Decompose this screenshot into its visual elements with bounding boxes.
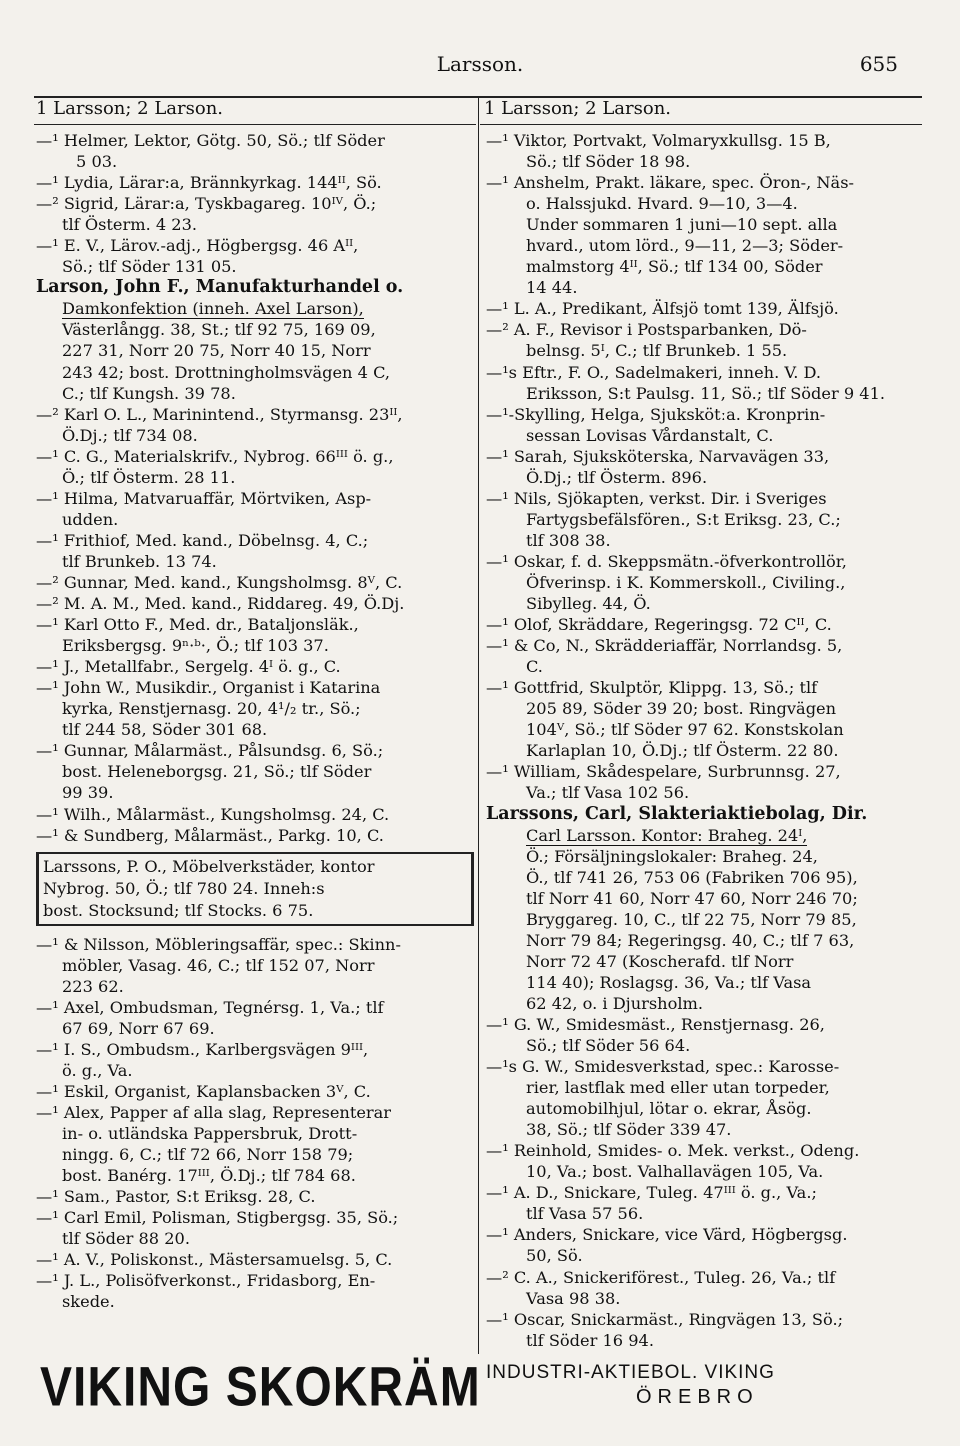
entry-line: —² M. A. M., Med. kand., Riddareg. 49, Ö.Dj. <box>36 594 405 614</box>
boxed-line: Larssons, P. O., Möbelverkstäder, kontor <box>43 856 375 876</box>
entry-line: —¹ E. V., Lärov.-adj., Högbergsg. 46 Aᴵᴵ, <box>36 236 359 256</box>
entry-line <box>486 825 926 846</box>
entry-line: Under sommaren 1 juni—10 sept. alla <box>526 215 838 235</box>
entry-line: —¹ Frithiof, Med. kand., Döbelnsg. 4, C.; <box>36 530 369 550</box>
entry-line: 5 03. <box>76 152 118 172</box>
industri-aktiebolag-advert <box>486 1362 775 1409</box>
entry-line: —¹ Carl Emil, Polisman, Stigbergsg. 35, Sö.; <box>36 1208 399 1228</box>
entry-line: sessan Lovisas Vårdanstalt, C. <box>526 425 774 445</box>
entry-line: tlf 244 58, Söder 301 68. <box>62 720 268 740</box>
entry-line: belnsg. 5ᴵ, C.; tlf Brunkeb. 1 55. <box>526 341 788 361</box>
entry-line: —¹ A. V., Poliskonst., Mästersamuelsg. 5, C. <box>36 1250 393 1270</box>
entry-line: —¹ C. G., Materialskrifv., Nybrog. 66ᴵᴵᴵ ö. g., <box>36 446 394 466</box>
column-divider <box>478 96 479 1354</box>
entry-line: —¹ Oskar, f. d. Skeppsmätn.-öfverkontrollör, <box>486 551 847 571</box>
entry-line: —¹s Eftr., F. O., Sadelmakeri, inneh. V. D. <box>486 362 822 382</box>
boxed-line: bost. Stocksund; tlf Stocks. 6 75. <box>43 900 314 920</box>
entry-line: udden. <box>62 509 119 529</box>
entry-line: Sibylleg. 44, Ö. <box>526 594 651 614</box>
entry-line: —¹ Hilma, Matvaruaffär, Mörtviken, Asp- <box>36 488 372 508</box>
entry-line: Västerlångg. 38, St.; tlf 92 75, 169 09, <box>62 320 376 340</box>
entry-heading: Larson, John F., Manufakturhandel o. <box>36 277 404 298</box>
entry-line: —² Sigrid, Lärar:a, Tyskbagareg. 10ᴵⱽ, Ö.; <box>36 194 377 214</box>
entry-line: malmstorg 4ᴵᴵ, Sö.; tlf 134 00, Söder <box>526 257 823 277</box>
entry-heading: Larssons, Carl, Slakteriaktiebolag, Dir. <box>486 803 868 824</box>
entry-line: —¹ Gottfrid, Skulptör, Klippg. 13, Sö.; tlf <box>486 678 818 698</box>
entry-line: Karlaplan 10, Ö.Dj.; tlf Österm. 22 80. <box>526 741 839 761</box>
entry-line: Bryggareg. 10, C., tlf 22 75, Norr 79 85, <box>526 909 857 929</box>
entry-line: möbler, Vasag. 46, C.; tlf 152 07, Norr <box>62 955 375 975</box>
entry-line: —¹ Axel, Ombudsman, Tegnérsg. 1, Va.; tlf <box>36 997 384 1017</box>
entry-line: Öfverinsp. i K. Kommerskoll., Civiling., <box>526 572 846 592</box>
entry-line: —¹ A. D., Snickare, Tuleg. 47ᴵᴵᴵ ö. g., Va.; <box>486 1183 817 1203</box>
entry-line: —¹ & Co, N., Skrädderiaffär, Norrlandsg. 5, <box>486 636 843 656</box>
page-number: 655 <box>859 52 898 76</box>
entry-line: —¹ Sarah, Sjuksköterska, Narvavägen 33, <box>486 446 830 466</box>
entry-line: —¹ Viktor, Portvakt, Volmaryxkullsg. 15 B, <box>486 131 831 150</box>
running-title: Larsson. <box>436 52 524 76</box>
entry-line: 10, Va.; bost. Valhallavägen 105, Va. <box>526 1162 824 1182</box>
entry-line: —¹ Eskil, Organist, Kaplansbacken 3ⱽ, C. <box>36 1081 371 1101</box>
entry-line: rier, lastflak med eller utan torpeder, <box>526 1078 830 1098</box>
right-column <box>486 130 926 1351</box>
entry-line: hvard., utom lörd., 9—11, 2—3; Söder- <box>526 236 844 256</box>
entry-line: 50, Sö. <box>526 1246 583 1266</box>
entry-line: —¹ J. L., Polisöfverkonst., Fridasborg, En- <box>36 1271 376 1291</box>
entry-line: —¹ Olof, Skräddare, Regeringsg. 72 Cᴵᴵ, C. <box>486 615 832 635</box>
entry-line: —¹ J., Metallfabr., Sergelg. 4ᴵ ö. g., C. <box>36 657 341 677</box>
entry-line: 38, Sö.; tlf Söder 339 47. <box>526 1120 732 1140</box>
entry-line: tlf Söder 88 20. <box>62 1229 190 1249</box>
entry-line: skede. <box>62 1292 115 1312</box>
entry-line: Ö., tlf 741 26, 753 06 (Fabriken 706 95), <box>526 867 858 887</box>
entry-line: —¹ Wilh., Målarmäst., Kungsholmsg. 24, C. <box>36 804 390 824</box>
entry-line: Norr 72 47 (Koscherafd. tlf Norr <box>526 951 794 971</box>
entry-line: Eriksson, S:t Paulsg. 11, Sö.; tlf Söder 9 41. <box>526 383 886 403</box>
entry-line: Vasa 98 38. <box>526 1288 621 1308</box>
right-column-heading: 1 Larsson; 2 Larson. <box>484 98 672 119</box>
entry-line: 67 69, Norr 67 69. <box>62 1018 215 1038</box>
entry-line: —¹ Nils, Sjökapten, verkst. Dir. i Sveriges <box>486 488 827 508</box>
entry-line: in- o. utländska Pappersbruk, Drott- <box>62 1124 358 1144</box>
entry-line: —¹ William, Skådespelare, Surbrunnsg. 27, <box>486 762 841 782</box>
entry-line: 227 31, Norr 20 75, Norr 40 15, Norr <box>62 341 371 361</box>
entry-line: C. <box>526 657 543 677</box>
entry-line: Ö.; tlf Österm. 28 11. <box>62 467 236 487</box>
advert-city-line: ÖREBRO <box>636 1386 759 1408</box>
entry-line: —¹ Oscar, Snickarmäst., Ringvägen 13, Sö.; <box>486 1309 844 1329</box>
entry-line: —² C. A., Snickeriförest., Tuleg. 26, Va.; tlf <box>486 1267 836 1287</box>
entry-line: 223 62. <box>62 976 124 996</box>
entry-line: ö. g., Va. <box>62 1060 133 1080</box>
entry-line: —¹ Anders, Snickare, vice Värd, Högbergsg. <box>486 1225 848 1245</box>
entry-line: tlf Vasa 57 56. <box>526 1204 644 1224</box>
entry-line: —¹ Sam., Pastor, S:t Eriksg. 28, C. <box>36 1187 316 1207</box>
entry-line: —¹ John W., Musikdir., Organist i Katarina <box>36 678 381 698</box>
entry-line: tlf Norr 41 60, Norr 47 60, Norr 246 70; <box>526 888 858 908</box>
left-column-heading: 1 Larsson; 2 Larson. <box>36 98 224 119</box>
entry-line: tlf Brunkeb. 13 74. <box>62 551 217 571</box>
entry-line: —¹ G. W., Smidesmäst., Renstjernasg. 26, <box>486 1014 825 1034</box>
advert-company-line: INDUSTRI-AKTIEBOL. VIKING <box>486 1362 775 1383</box>
entry-line: —¹ L. A., Predikant, Älfsjö tomt 139, Älfsjö. <box>486 299 839 319</box>
entry-line: —¹ Helmer, Lektor, Götg. 50, Sö.; tlf Söder <box>36 131 385 150</box>
entry-line <box>36 298 474 319</box>
entry-line: —¹s G. W., Smidesverkstad, spec.: Karosse- <box>486 1057 840 1077</box>
entry-line: C.; tlf Kungsh. 39 78. <box>62 383 236 403</box>
entry-line: Ö.Dj.; tlf 734 08. <box>62 425 198 445</box>
entry-line: —¹ Alex, Papper af alla slag, Representerar <box>36 1102 392 1122</box>
entry-line: —² Gunnar, Med. kand., Kungsholmsg. 8ⱽ, C. <box>36 572 403 592</box>
entry-line: —¹ Gunnar, Målarmäst., Pålsundsg. 6, Sö.; <box>36 741 384 761</box>
entry-line: 205 89, Söder 39 20; bost. Ringvägen <box>526 699 837 719</box>
entry-line: automobilhjul, lötar o. ekrar, Åsög. <box>526 1099 812 1119</box>
entry-line: Va.; tlf Vasa 102 56. <box>526 783 690 803</box>
entry-line: Sö.; tlf Söder 131 05. <box>62 257 237 277</box>
entry-line: —¹ Karl Otto F., Med. dr., Bataljonsläk., <box>36 615 359 635</box>
entry-line: 114 40); Roslagsg. 36, Va.; tlf Vasa <box>526 972 812 992</box>
entry-line: kyrka, Renstjernasg. 20, 4¹/₂ tr., Sö.; <box>62 699 361 719</box>
entry-line: —² A. F., Revisor i Postsparbanken, Dö- <box>486 320 807 340</box>
entry-line: tlf Söder 16 94. <box>526 1330 654 1350</box>
underlined-text: Damkonfektion (inneh. Axel Larson), <box>62 299 364 319</box>
entry-line: —¹-Skylling, Helga, Sjukskötːa. Kronprin- <box>486 404 826 424</box>
entry-line: Sö.; tlf Söder 18 98. <box>526 152 691 172</box>
entry-line: Norr 79 84; Regeringsg. 40, C.; tlf 7 63, <box>526 930 855 950</box>
entry-line: bost. Banérg. 17ᴵᴵᴵ, Ö.Dj.; tlf 784 68. <box>62 1166 356 1186</box>
entry-line: 62 42, o. i Djursholm. <box>526 993 704 1013</box>
entry-line: —¹ & Nilsson, Möbleringsaffär, spec.: Skinn- <box>36 934 401 954</box>
entry-line: —¹ Reinhold, Smides- o. Mek. verkst., Odeng. <box>486 1141 860 1161</box>
entry-line: Eriksbergsg. 9ⁿ·ᵇ·, Ö.; tlf 103 37. <box>62 636 329 656</box>
viking-skokram-advert: VIKING SKOKRÄM <box>40 1357 481 1419</box>
entry-line: tlf Österm. 4 23. <box>62 215 198 235</box>
entry-line: Ö.; Försäljningslokaler: Braheg. 24, <box>526 846 818 866</box>
entry-line: —¹ Lydia, Lärar:a, Brännkyrkag. 144ᴵᴵ, Sö. <box>36 173 382 193</box>
entry-line: 243 42; bost. Drottningholmsvägen 4 C, <box>62 362 391 382</box>
entry-line: 14 44. <box>526 278 578 298</box>
left-column <box>36 130 474 1312</box>
entry-line: —² Karl O. L., Marinintend., Styrmansg. 23ᴵᴵ, <box>36 404 403 424</box>
entry-line: 99 39. <box>62 783 114 803</box>
entry-line: —¹ I. S., Ombudsm., Karlbergsvägen 9ᴵᴵᴵ, <box>36 1039 369 1059</box>
entry-line: tlf 308 38. <box>526 530 611 550</box>
entry-line: o. Halssjukd. Hvard. 9—10, 3—4. <box>526 194 798 214</box>
entry-line: —¹ & Sundberg, Målarmäst., Parkg. 10, C. <box>36 825 384 845</box>
right-heading-rule <box>480 124 922 125</box>
boxed-line: Nybrog. 50, Ö.; tlf 780 24. Inneh:s <box>43 878 325 898</box>
entry-line: Fartygsbefälsfören., S:t Eriksg. 23, C.; <box>526 509 841 529</box>
entry-line: Sö.; tlf Söder 56 64. <box>526 1036 691 1056</box>
entry-line: ningg. 6, C.; tlf 72 66, Norr 158 79; <box>62 1145 354 1165</box>
entry-line: 104ⱽ, Sö.; tlf Söder 97 62. Konstskolan <box>526 720 844 740</box>
underlined-text: Carl Larsson. Kontor: Braheg. 24ᴵ, <box>526 826 807 846</box>
entry-line: bost. Heleneborgsg. 21, Sö.; tlf Söder <box>62 762 372 782</box>
boxed-entry-larssons-po <box>36 852 474 926</box>
entry-line: —¹ Anshelm, Prakt. läkare, spec. Öron-, Näs- <box>486 173 854 193</box>
left-heading-rule <box>34 124 476 125</box>
entry-line: Ö.Dj.; tlf Österm. 896. <box>526 467 708 487</box>
